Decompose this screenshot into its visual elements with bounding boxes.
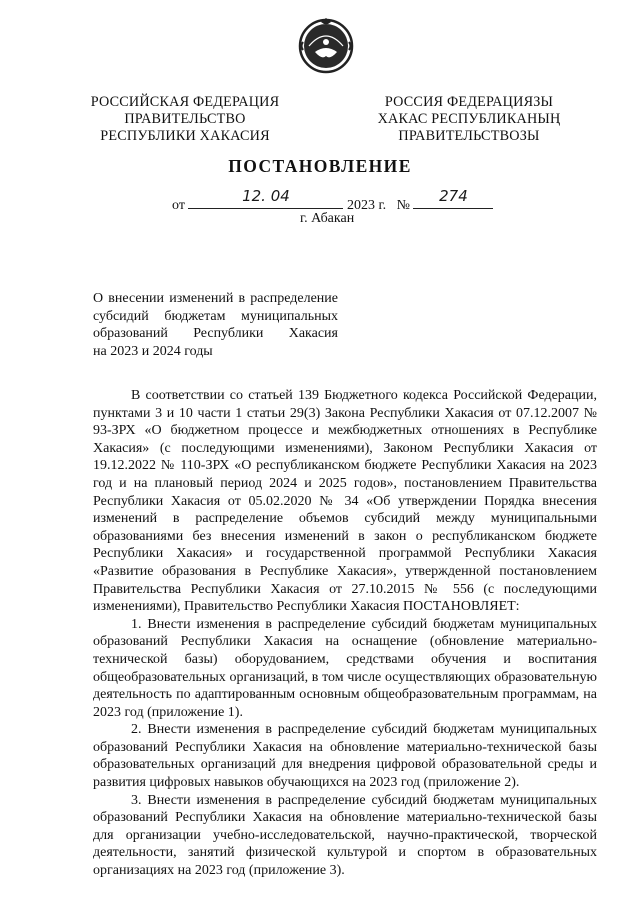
subject-line-1: О внесении изменений в распределение [93, 291, 338, 306]
header-left-line-3: РЕСПУБЛИКИ ХАКАСИЯ [100, 128, 270, 144]
clause-2-paragraph: 2. Внести изменения в распределение субсидий бюджетам муниципальных образований Республики Хакасия на обновление материально-технической базы образовательных организаций для внедрения цифровой образовательной среды и развития цифровых навыков обучающихся на 2023 год (приложение 2). [93, 722, 597, 791]
number-handwritten: 274 [439, 187, 468, 205]
document-body [93, 387, 597, 880]
header-left [80, 94, 290, 145]
subject-block [93, 290, 338, 360]
date-handwritten: 12. 04 [242, 187, 290, 205]
date-blank [188, 187, 343, 209]
subject-line-2: субсидий бюджетам муниципальных [93, 308, 338, 324]
city-label: г. Абакан [300, 211, 355, 226]
year-label: 2023 г. [346, 198, 387, 213]
header-right-line-3: ПРАВИТЕЛЬСТВОЗЫ [398, 128, 540, 144]
document-title: ПОСТАНОВЛЕНИЕ [228, 156, 412, 176]
header-right-line-2: ХАКАС РЕСПУБЛИКАНЫҢ [377, 111, 561, 127]
preamble-paragraph: В соответствии со статьей 139 Бюджетного кодекса Российской Федерации, пунктами 3 и 10 части 1 статьи 29(3) Закона Республики Хакасия от 07.12.2007 № 93-ЗРХ «О бюджетном процессе и межбюджетных отношениях в Республике Хакасия» (с последующими изменениями), Законом Республики Хакасия от 19.12.2022 № 110-ЗРХ «О республиканском бюджете Республики Хакасия на 2023 год и на плановый период 2024 и 2025 годов», постановлением Правительства Республики Хакасия от 05.02.2020 № 34 «Об утверждении Порядка внесения изменений в распределение объемов субсидий между муниципальными образованиями без внесения изменений в закон о республиканском бюджете Республики Хакасия» и государственной программой Республики Хакасия «Развитие образования в Республике Хакасия», утвержденной постановлением Правительства Республики Хакасия от 27.10.2015 № 556 (с последующими изменениями), Правительство Республики Хакасия ПОСТАНОВЛЯЕТ: [93, 388, 597, 615]
number-blank [413, 187, 493, 209]
republic-emblem-icon [297, 16, 355, 74]
header-left-line-2: ПРАВИТЕЛЬСТВО [124, 111, 246, 127]
date-prefix: от [172, 198, 185, 213]
clause-1-paragraph: 1. Внести изменения в распределение субсидий бюджетам муниципальных образований Республики Хакасия на оснащение (обновление материально-технической базы) оборудованием, средствами обучения и воспитания общеобразовательных организаций, в том числе осуществляющих образовательную деятельность по адаптированным основным общеобразовательным программам, на 2023 год (приложение 1). [93, 616, 597, 720]
subject-line-4: на 2023 и 2024 годы [93, 343, 213, 359]
header-right-line-1: РОССИЯ ФЕДЕРАЦИЯЗЫ [384, 94, 554, 110]
subject-line-3: образований Республики Хакасия [93, 326, 338, 341]
number-sign: № [396, 198, 410, 213]
clause-3-paragraph: 3. Внести изменения в распределение субсидий бюджетам муниципальных образований Республики Хакасия на обновление материально-технической базы для организации учебно-исследовательской, научно-практической, творческой деятельности, занятий физической культурой и спортом в образовательных организациях на 2023 год (приложение 3). [93, 792, 597, 879]
header-left-line-1: РОССИЙСКАЯ ФЕДЕРАЦИЯ [90, 94, 280, 110]
header-right [364, 94, 574, 145]
